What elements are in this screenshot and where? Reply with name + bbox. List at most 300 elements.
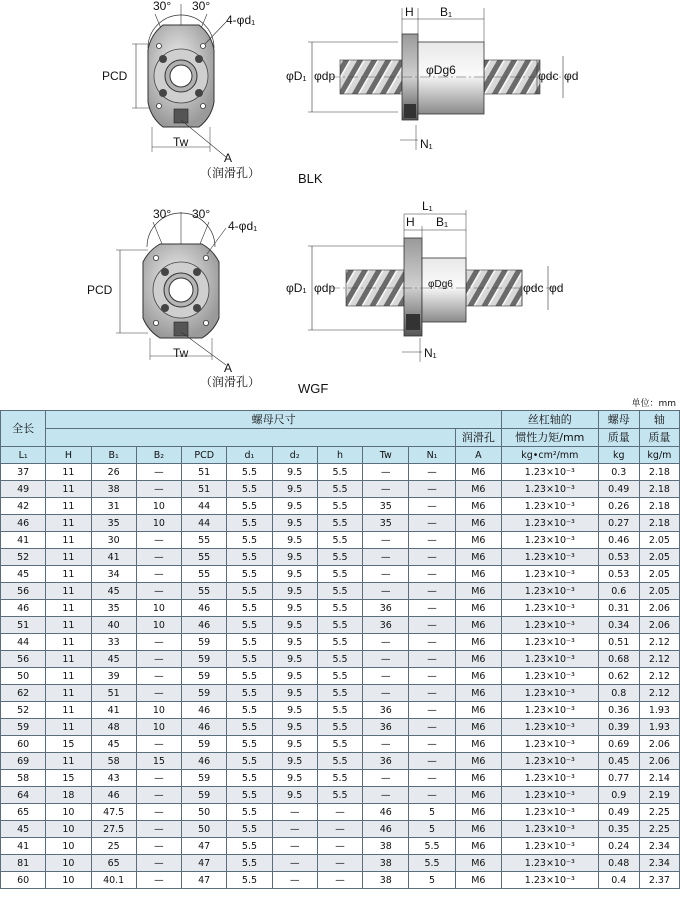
table-cell: 55 xyxy=(182,532,227,549)
table-cell: — xyxy=(409,668,455,685)
table-cell: 5.5 xyxy=(317,464,362,481)
table-cell: M6 xyxy=(455,685,501,702)
table-cell: 0.31 xyxy=(598,600,639,617)
table-cell: 0.51 xyxy=(598,634,639,651)
table-cell: 38 xyxy=(363,855,409,872)
table-cell: 0.49 xyxy=(598,481,639,498)
table-cell: — xyxy=(363,549,409,566)
table-row xyxy=(1,549,680,566)
table-cell: 5.5 xyxy=(227,532,272,549)
table-cell: M6 xyxy=(455,872,501,889)
table-cell: M6 xyxy=(455,617,501,634)
table-cell: 46 xyxy=(1,600,46,617)
column-header: H xyxy=(46,447,91,464)
table-row xyxy=(1,651,680,668)
table-cell: 56 xyxy=(1,583,46,600)
wgf-h-label: H xyxy=(406,215,415,229)
table-cell: 2.19 xyxy=(639,787,679,804)
table-row xyxy=(1,821,680,838)
table-cell: 5.5 xyxy=(227,634,272,651)
column-header: kg xyxy=(598,447,639,464)
table-cell: 9.5 xyxy=(272,498,317,515)
table-cell: 50 xyxy=(1,668,46,685)
table-cell: 9.5 xyxy=(272,532,317,549)
table-cell: 5.5 xyxy=(227,651,272,668)
table-cell: 33 xyxy=(91,634,136,651)
blk-model-label: BLK xyxy=(298,171,323,186)
table-cell: 47.5 xyxy=(91,804,136,821)
blk-hole-label: 4-φd₁ xyxy=(226,13,256,27)
table-cell: M6 xyxy=(455,600,501,617)
wgf-hole-label: 4-φd₁ xyxy=(228,219,258,233)
table-cell: 5.5 xyxy=(227,855,272,872)
table-cell: — xyxy=(136,787,181,804)
table-cell: 2.37 xyxy=(639,872,679,889)
table-row xyxy=(1,583,680,600)
table-cell: 50 xyxy=(182,804,227,821)
wgf-b1-label: B₁ xyxy=(436,215,449,229)
table-cell: 2.12 xyxy=(639,651,679,668)
table-cell: — xyxy=(136,770,181,787)
table-cell: 5.5 xyxy=(227,549,272,566)
wgf-angle-right-label: 30° xyxy=(192,207,211,221)
table-row xyxy=(1,804,680,821)
table-cell: 37 xyxy=(1,464,46,481)
table-cell: 2.05 xyxy=(639,583,679,600)
table-cell: M6 xyxy=(455,583,501,600)
table-cell: 5.5 xyxy=(317,549,362,566)
table-cell: 50 xyxy=(182,821,227,838)
table-cell: 46 xyxy=(182,753,227,770)
table-cell: — xyxy=(317,872,362,889)
table-cell: 46 xyxy=(1,515,46,532)
table-cell: M6 xyxy=(455,651,501,668)
blk-dp-label: φdp xyxy=(314,69,336,83)
table-cell: 55 xyxy=(182,549,227,566)
table-cell: 36 xyxy=(363,753,409,770)
table-cell: 9.5 xyxy=(272,668,317,685)
table-cell: 5.5 xyxy=(317,583,362,600)
table-cell: 9.5 xyxy=(272,634,317,651)
column-header: kg/m xyxy=(639,447,679,464)
table-cell: — xyxy=(317,804,362,821)
table-cell: — xyxy=(136,855,181,872)
table-cell: — xyxy=(136,532,181,549)
table-cell: 45 xyxy=(91,651,136,668)
table-cell: 35 xyxy=(363,515,409,532)
table-cell: 2.05 xyxy=(639,566,679,583)
table-cell: — xyxy=(272,872,317,889)
table-cell: M6 xyxy=(455,804,501,821)
table-cell: 44 xyxy=(182,498,227,515)
table-cell: 1.93 xyxy=(639,719,679,736)
table-row xyxy=(1,668,680,685)
table-cell: 0.9 xyxy=(598,787,639,804)
table-cell: 10 xyxy=(46,804,91,821)
table-cell: 5.5 xyxy=(227,736,272,753)
table-cell: M6 xyxy=(455,464,501,481)
table-cell: 5.5 xyxy=(317,770,362,787)
table-cell: 2.18 xyxy=(639,498,679,515)
table-cell: 36 xyxy=(363,617,409,634)
table-cell: — xyxy=(363,651,409,668)
wgf-lube-label: （润滑孔） xyxy=(200,375,261,389)
table-row xyxy=(1,770,680,787)
table-cell: 43 xyxy=(91,770,136,787)
table-cell: 11 xyxy=(46,617,91,634)
table-cell: 11 xyxy=(46,566,91,583)
table-cell: 1.23×10⁻³ xyxy=(501,634,598,651)
technical-drawings xyxy=(0,0,680,395)
wgf-model-label: WGF xyxy=(298,381,329,396)
table-cell: 47 xyxy=(182,838,227,855)
table-cell: 2.06 xyxy=(639,736,679,753)
table-row xyxy=(1,481,680,498)
table-cell: 0.45 xyxy=(598,753,639,770)
table-cell: 31 xyxy=(91,498,136,515)
table-cell: — xyxy=(409,549,455,566)
table-cell: 65 xyxy=(91,855,136,872)
table-row xyxy=(1,566,680,583)
table-cell: 5.5 xyxy=(227,804,272,821)
table-cell: M6 xyxy=(455,498,501,515)
table-cell: 38 xyxy=(363,872,409,889)
table-cell: 10 xyxy=(136,600,181,617)
table-row xyxy=(1,634,680,651)
table-cell: 9.5 xyxy=(272,651,317,668)
table-row xyxy=(1,753,680,770)
table-cell: 34 xyxy=(91,566,136,583)
table-cell: 1.93 xyxy=(639,702,679,719)
table-cell: 10 xyxy=(46,872,91,889)
table-cell: 15 xyxy=(46,770,91,787)
table-cell: — xyxy=(317,838,362,855)
column-header: h xyxy=(317,447,362,464)
table-cell: 52 xyxy=(1,702,46,719)
unit-note: 单位：mm xyxy=(631,399,676,409)
table-cell: 10 xyxy=(136,702,181,719)
table-cell: — xyxy=(272,855,317,872)
table-cell: — xyxy=(363,736,409,753)
table-cell: 9.5 xyxy=(272,736,317,753)
table-cell: 46 xyxy=(182,702,227,719)
table-cell: — xyxy=(363,787,409,804)
table-cell: — xyxy=(409,566,455,583)
table-cell: 1.23×10⁻³ xyxy=(501,464,598,481)
table-cell: 2.12 xyxy=(639,685,679,702)
table-cell: 35 xyxy=(91,515,136,532)
table-cell: — xyxy=(409,481,455,498)
table-cell: 2.25 xyxy=(639,804,679,821)
wgf-angle-left-label: 30° xyxy=(153,207,172,221)
table-cell: 5.5 xyxy=(317,617,362,634)
blk-a-label: A xyxy=(224,151,233,165)
blk-d-label: φd xyxy=(564,69,579,83)
table-cell: 5.5 xyxy=(317,515,362,532)
table-cell: 0.39 xyxy=(598,719,639,736)
table-cell: 2.14 xyxy=(639,770,679,787)
table-cell: 11 xyxy=(46,464,91,481)
table-cell: 27.5 xyxy=(91,821,136,838)
table-cell: 56 xyxy=(1,651,46,668)
table-cell: 0.4 xyxy=(598,872,639,889)
table-cell: — xyxy=(363,668,409,685)
table-cell: 38 xyxy=(363,838,409,855)
table-cell: 2.18 xyxy=(639,464,679,481)
table-cell: 11 xyxy=(46,651,91,668)
table-cell: 36 xyxy=(363,702,409,719)
table-cell: M6 xyxy=(455,770,501,787)
table-cell: 59 xyxy=(182,685,227,702)
table-cell: 59 xyxy=(182,668,227,685)
table-cell: 0.53 xyxy=(598,566,639,583)
table-cell: 51 xyxy=(1,617,46,634)
table-cell: 2.34 xyxy=(639,838,679,855)
table-cell: 25 xyxy=(91,838,136,855)
table-cell: 11 xyxy=(46,515,91,532)
table-cell: — xyxy=(136,838,181,855)
table-cell: 5.5 xyxy=(227,600,272,617)
table-cell: — xyxy=(409,736,455,753)
table-cell: 60 xyxy=(1,736,46,753)
table-cell: M6 xyxy=(455,702,501,719)
table-row xyxy=(1,736,680,753)
table-cell: 5 xyxy=(409,872,455,889)
table-cell: 0.27 xyxy=(598,515,639,532)
table-cell: 11 xyxy=(46,702,91,719)
table-cell: 0.6 xyxy=(598,583,639,600)
table-cell: 48 xyxy=(91,719,136,736)
table-cell: 0.34 xyxy=(598,617,639,634)
table-cell: 55 xyxy=(182,566,227,583)
table-cell: — xyxy=(317,855,362,872)
table-cell: 38 xyxy=(91,481,136,498)
table-cell: 30 xyxy=(91,532,136,549)
table-cell: — xyxy=(409,753,455,770)
table-cell: 46 xyxy=(363,804,409,821)
table-cell: 41 xyxy=(1,532,46,549)
table-cell: 65 xyxy=(1,804,46,821)
table-cell: 9.5 xyxy=(272,549,317,566)
table-cell: 5.5 xyxy=(227,583,272,600)
table-cell: 41 xyxy=(91,549,136,566)
table-cell: 46 xyxy=(182,617,227,634)
table-cell: 0.53 xyxy=(598,549,639,566)
table-cell: — xyxy=(136,634,181,651)
wgf-d-label: φd xyxy=(549,281,564,295)
table-cell: 5.5 xyxy=(227,821,272,838)
blk-n1-label: N₁ xyxy=(420,137,433,151)
header-inertia-1: 丝杠轴的 xyxy=(501,411,598,429)
table-cell: — xyxy=(136,872,181,889)
table-cell: 5.5 xyxy=(317,685,362,702)
table-cell: — xyxy=(363,481,409,498)
table-cell: 5.5 xyxy=(317,702,362,719)
table-cell: 1.23×10⁻³ xyxy=(501,702,598,719)
header-nut-mass-1: 螺母 xyxy=(598,411,639,429)
table-cell: 0.49 xyxy=(598,804,639,821)
blk-angle-left-label: 30° xyxy=(153,0,172,13)
blk-lube-label: （润滑孔） xyxy=(200,166,261,180)
table-cell: 58 xyxy=(1,770,46,787)
table-cell: 10 xyxy=(46,821,91,838)
table-cell: — xyxy=(409,600,455,617)
table-cell: M6 xyxy=(455,515,501,532)
table-row xyxy=(1,719,680,736)
table-cell: 5.5 xyxy=(317,498,362,515)
table-cell: 5.5 xyxy=(227,753,272,770)
table-cell: 5.5 xyxy=(317,668,362,685)
table-cell: 5.5 xyxy=(227,872,272,889)
table-cell: 5.5 xyxy=(317,651,362,668)
table-cell: 1.23×10⁻³ xyxy=(501,549,598,566)
table-cell: 51 xyxy=(182,481,227,498)
wgf-front-view xyxy=(116,212,226,365)
table-cell: 2.18 xyxy=(639,481,679,498)
table-cell: 0.68 xyxy=(598,651,639,668)
column-header: Tw xyxy=(363,447,409,464)
wgf-dc-label: φdc xyxy=(523,281,544,295)
table-cell: 0.48 xyxy=(598,855,639,872)
table-cell: M6 xyxy=(455,549,501,566)
table-cell: 5.5 xyxy=(227,464,272,481)
header-lube: 润滑孔 xyxy=(455,429,501,447)
table-cell: 1.23×10⁻³ xyxy=(501,872,598,889)
table-cell: — xyxy=(363,770,409,787)
table-cell: 59 xyxy=(182,736,227,753)
table-cell: 11 xyxy=(46,532,91,549)
table-cell: 2.06 xyxy=(639,617,679,634)
table-cell: 10 xyxy=(136,515,181,532)
table-cell: M6 xyxy=(455,838,501,855)
table-cell: 1.23×10⁻³ xyxy=(501,498,598,515)
table-cell: 59 xyxy=(182,787,227,804)
table-cell: 45 xyxy=(91,583,136,600)
blk-dc-label: φdc xyxy=(538,69,559,83)
table-cell: 1.23×10⁻³ xyxy=(501,770,598,787)
table-cell: 10 xyxy=(136,617,181,634)
table-cell: — xyxy=(409,515,455,532)
table-cell: 1.23×10⁻³ xyxy=(501,787,598,804)
table-cell: 60 xyxy=(1,872,46,889)
table-cell: 0.24 xyxy=(598,838,639,855)
table-cell: 49 xyxy=(1,481,46,498)
wgf-n1-label: N₁ xyxy=(424,346,437,360)
table-cell: 0.8 xyxy=(598,685,639,702)
table-cell: — xyxy=(363,532,409,549)
table-cell: — xyxy=(136,685,181,702)
table-cell: — xyxy=(409,617,455,634)
table-cell: — xyxy=(136,549,181,566)
blk-h-label: H xyxy=(405,5,414,19)
table-cell: — xyxy=(136,804,181,821)
table-cell: 5.5 xyxy=(409,855,455,872)
table-cell: — xyxy=(409,464,455,481)
table-cell: 1.23×10⁻³ xyxy=(501,719,598,736)
table-cell: — xyxy=(409,770,455,787)
table-cell: — xyxy=(136,668,181,685)
table-cell: 55 xyxy=(182,583,227,600)
table-cell: 41 xyxy=(1,838,46,855)
table-cell: 9.5 xyxy=(272,685,317,702)
column-header: B₁ xyxy=(91,447,136,464)
table-cell: 11 xyxy=(46,498,91,515)
table-cell: — xyxy=(136,464,181,481)
table-cell: — xyxy=(136,821,181,838)
table-cell: 9.5 xyxy=(272,753,317,770)
table-cell: 5.5 xyxy=(317,753,362,770)
table-cell: — xyxy=(363,583,409,600)
table-cell: — xyxy=(409,719,455,736)
table-cell: 0.69 xyxy=(598,736,639,753)
table-cell: 5.5 xyxy=(227,770,272,787)
table-cell: 47 xyxy=(182,872,227,889)
blk-dg6-label: φDg6 xyxy=(426,63,456,77)
table-cell: 1.23×10⁻³ xyxy=(501,600,598,617)
header-nut-dimensions: 螺母尺寸 xyxy=(46,411,502,429)
table-cell: 1.23×10⁻³ xyxy=(501,753,598,770)
table-cell: 11 xyxy=(46,481,91,498)
table-cell: 40 xyxy=(91,617,136,634)
table-cell: 11 xyxy=(46,583,91,600)
table-cell: 51 xyxy=(91,685,136,702)
table-cell: 9.5 xyxy=(272,787,317,804)
table-cell: 26 xyxy=(91,464,136,481)
table-cell: M6 xyxy=(455,787,501,804)
table-cell: 5.5 xyxy=(227,787,272,804)
table-cell: 46 xyxy=(91,787,136,804)
header-nut-mass-2: 质量 xyxy=(598,429,639,447)
table-cell: 2.06 xyxy=(639,600,679,617)
table-cell: — xyxy=(409,685,455,702)
table-cell: 46 xyxy=(182,600,227,617)
blk-angle-right-label: 30° xyxy=(192,0,211,13)
table-cell: 1.23×10⁻³ xyxy=(501,566,598,583)
table-cell: 51 xyxy=(182,464,227,481)
table-cell: M6 xyxy=(455,566,501,583)
table-cell: 2.25 xyxy=(639,821,679,838)
table-cell: 0.46 xyxy=(598,532,639,549)
table-row xyxy=(1,617,680,634)
table-cell: 45 xyxy=(1,821,46,838)
table-row xyxy=(1,600,680,617)
wgf-a-label: A xyxy=(224,361,233,375)
table-cell: 2.05 xyxy=(639,549,679,566)
table-cell: 52 xyxy=(1,549,46,566)
table-cell: 5.5 xyxy=(227,617,272,634)
table-cell: 2.34 xyxy=(639,855,679,872)
table-cell: — xyxy=(272,838,317,855)
table-cell: 42 xyxy=(1,498,46,515)
table-cell: 9.5 xyxy=(272,600,317,617)
table-cell: — xyxy=(409,532,455,549)
blk-tw-label: Tw xyxy=(173,135,189,149)
table-cell: 44 xyxy=(1,634,46,651)
table-cell: — xyxy=(409,583,455,600)
table-cell: M6 xyxy=(455,821,501,838)
table-cell: — xyxy=(409,702,455,719)
column-header: A xyxy=(455,447,501,464)
table-cell: 1.23×10⁻³ xyxy=(501,668,598,685)
table-cell: 5.5 xyxy=(317,566,362,583)
spec-table xyxy=(0,410,680,889)
table-cell: — xyxy=(363,464,409,481)
table-cell: 5 xyxy=(409,821,455,838)
table-cell: 11 xyxy=(46,753,91,770)
table-cell: 1.23×10⁻³ xyxy=(501,515,598,532)
table-cell: 1.23×10⁻³ xyxy=(501,481,598,498)
table-cell: 45 xyxy=(1,566,46,583)
